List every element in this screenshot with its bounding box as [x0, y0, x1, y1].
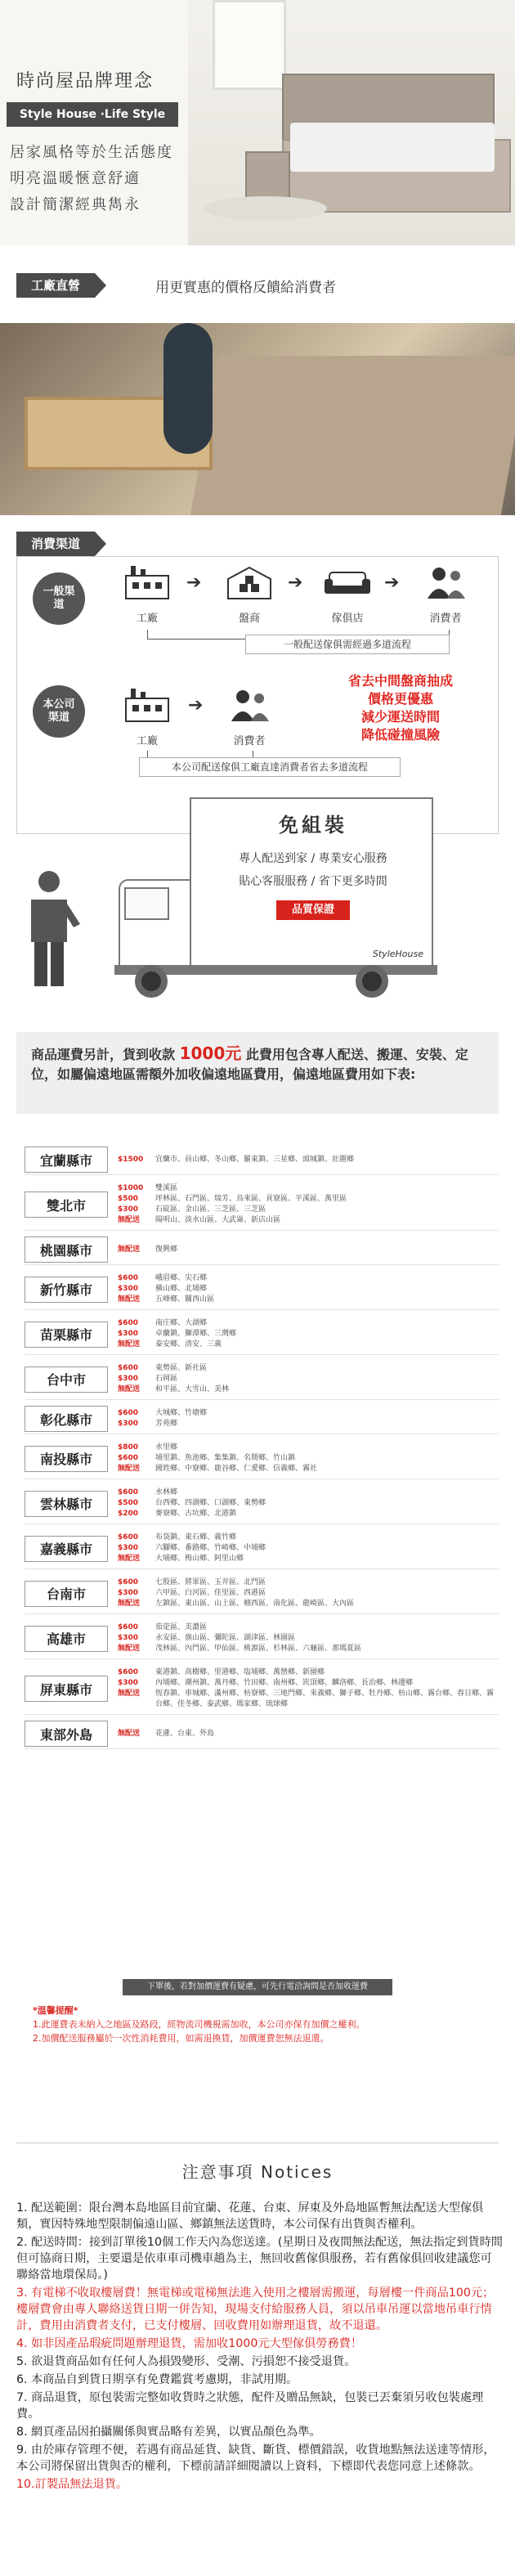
region-block: [25, 1404, 499, 1434]
fee-value: $600: [118, 1488, 139, 1497]
hero-banner: [0, 0, 515, 245]
factory-section-text: 用更實惠的價格反饋給消費者: [155, 280, 336, 296]
region-areas: 東勢區、新社區: [155, 1364, 208, 1372]
row-divider: [25, 1399, 499, 1400]
region-areas: 五峰鄉、關西山區: [155, 1295, 215, 1304]
benefit-item: 減少運送時間: [360, 709, 440, 725]
row-divider: [25, 1613, 499, 1614]
fee-value: 無配送: [118, 1340, 141, 1349]
freight-prefix: 商品運費另計，貨到收款: [31, 1047, 176, 1062]
region-block: [25, 1235, 499, 1264]
fee-value: 無配送: [118, 1729, 141, 1738]
region-areas: 和平區、大雪山、美林: [155, 1385, 230, 1393]
region-areas: 永安區、旗山區、彌陀區、湖津區、林園區: [155, 1634, 296, 1642]
region-block: [25, 1719, 499, 1748]
region-city: 嘉義縣市: [25, 1536, 108, 1562]
benefit-item: 省去中間盤商抽成: [347, 673, 453, 689]
fee-value: $600: [118, 1578, 139, 1586]
region-fee: [118, 1533, 157, 1543]
freight-rest: 此費用包含專人配送、搬運、安裝、定位，如屬偏遠地區需額外加收偏遠地區費用，偏遠地區費用如下表:: [31, 1047, 468, 1082]
consumer-icon: [421, 564, 470, 600]
region-areas: 水林鄉: [155, 1488, 178, 1497]
region-fee: [118, 1340, 157, 1350]
row-divider: [25, 1714, 499, 1715]
warm-title: *溫馨提醒*: [33, 2005, 78, 2016]
general-channel-label: 一般渠道: [43, 585, 75, 611]
factory-icon: [123, 687, 172, 723]
region-areas: 茂林區、內門區、甲仙區、桃源區、杉林區、六龜區、那瑪夏區: [155, 1645, 362, 1653]
hero-line-3: 設計簡潔經典雋永: [10, 196, 141, 213]
region-fee: [118, 1205, 157, 1215]
region-areas: 內埔鄉、潮州鎮、萬丹鄉、竹田鄉、南州鄉、崁頂鄉、麟洛鄉、長治鄉、林邊鄉: [155, 1679, 414, 1687]
region-fee: [118, 1498, 157, 1509]
row-divider: [25, 1174, 499, 1175]
region-areas: 茄萣區、美濃區: [155, 1623, 208, 1631]
row-divider: [25, 1658, 499, 1659]
notice-item: 1. 配送範圍：限台灣本島地區目前宜蘭、花蓮、台東、屏東及外島地區暫無法配送大型傢俱類，實因特殊地型限制偏遠山區、鄉鎮無法送貨時，本公司保有出貨與否權利。: [16, 2201, 484, 2231]
region-areas: 雙溪區: [155, 1184, 178, 1192]
region-city: 彰化縣市: [25, 1406, 108, 1432]
region-city: 宜蘭縣市: [25, 1147, 108, 1173]
region-areas: 麥寮鄉、古坑鄉、北港鎮: [155, 1510, 237, 1518]
fee-value: $600: [118, 1623, 139, 1631]
region-block: [25, 1359, 499, 1399]
fee-value: $600: [118, 1319, 139, 1327]
region-fee: [118, 1577, 157, 1588]
notice-item: 6. 本商品自到貨日期享有免費鑑賞考慮期，非試用期。: [16, 2373, 298, 2386]
our-channel-circle: [33, 685, 85, 738]
our-channel-label: 本公司渠道: [43, 698, 75, 724]
region-fee: [118, 1245, 157, 1255]
hero-title: 時尚屋品牌理念: [16, 71, 154, 92]
region-areas: 六甲區、白河區、佳里區、西港區: [155, 1589, 266, 1597]
truck-line-1: 專人配送到家 / 專業安心服務: [239, 852, 387, 865]
our-node-factory: 工廠: [136, 735, 158, 747]
benefit-list: [327, 672, 474, 744]
fee-value: $300: [118, 1679, 139, 1687]
region-areas: 花蓮、台東、外島: [155, 1729, 215, 1738]
fee-value: $600: [118, 1409, 139, 1417]
warehouse-icon: [225, 564, 274, 600]
rug-image: [204, 196, 327, 221]
notice-item: 8. 網頁產品因拍攝關係與實品略有差異，以實品顏色為準。: [16, 2426, 321, 2439]
notice-item: 3. 有電梯不收取樓層費！無電梯或電梯無法進入使用之樓層需搬運，每層樓一件商品100元；樓層費會由專人聯絡送貨日期一併告知，現場支付給服務人員，須以吊車吊運以當地吊車行情計，費用由消費者支付，已支付樓層、回收費用如辦理退貨，故不退還。: [16, 2287, 495, 2332]
region-block: [25, 1145, 499, 1174]
fee-value: $600: [118, 1274, 139, 1282]
region-areas: 恆春鎮、車城鄉、滿州鄉、枋寮鄉、三地門鄉、來義鄉、獅子鄉、牡丹鄉、枋山鄉、霧台鄉、春日鄉、霧台鄉、佳冬鄉、泰武鄉、瑪家鄉、琉球鄉: [155, 1690, 495, 1708]
region-areas: 陽明山、淡水山區、大武崙、新店山區: [155, 1216, 281, 1224]
fee-value: $500: [118, 1499, 139, 1507]
region-fee: [118, 1408, 157, 1419]
fee-value: $600: [118, 1364, 139, 1372]
region-fee: [118, 1588, 157, 1599]
row-divider: [25, 1568, 499, 1569]
consumer-icon: [225, 687, 274, 723]
region-areas: 東港鎮、高樹鄉、里港鄉、塩埔鄉、萬巒鄉、新園鄉: [155, 1668, 325, 1676]
region-block: [25, 1573, 499, 1613]
region-areas: 左鎮區、東山區、山上區、楠西區、南化區、龍崎區、大內區: [155, 1600, 355, 1608]
fee-value: $600: [118, 1668, 139, 1676]
region-areas: 大城鄉、竹塘鄉: [155, 1409, 208, 1417]
hero-line-1: 居家風格等於生活態度: [10, 144, 173, 161]
region-fee: [118, 1194, 157, 1205]
arrow-right-icon: ➔: [186, 572, 202, 593]
truck-line-2: 貼心客服服務 / 省下更多時間: [239, 875, 387, 888]
truck-title: 免組裝: [279, 814, 347, 837]
freight-amount: 1000元: [179, 1043, 242, 1063]
general-node-wholesaler: 盤商: [238, 613, 260, 625]
region-areas: 橫山鄉、北埔鄉: [155, 1285, 208, 1293]
region-areas: 芳苑鄉: [155, 1420, 178, 1428]
delivery-person-icon: [16, 867, 82, 990]
bed-sheet-image: [290, 123, 495, 172]
warm-reminder: [33, 2004, 490, 2045]
our-node-consumer: 消費者: [233, 735, 266, 747]
notice-item: 9. 由於庫存管理不便，若遇有商品延貨、缺貨、斷貨、標價錯誤，收貨地點無法送達等情形，本公司將保留出貨與否的權利，下標前請詳細閱讀以上資料，下標即代表您同意上述條款。: [16, 2444, 495, 2473]
region-fee: [118, 1667, 157, 1678]
region-areas: 南庄鄉、大湖鄉: [155, 1319, 208, 1327]
notice-item: 7. 商品退貨，原包裝需完整如收貨時之狀態，配件及贈品無缺，包裝已丟棄須另收包裝處理費。: [16, 2391, 484, 2421]
region-areas: 布袋鎮、東石鄉、義竹鄉: [155, 1533, 237, 1542]
region-fee: [118, 1384, 157, 1395]
fee-value: $300: [118, 1589, 139, 1597]
region-fee: [118, 1599, 157, 1609]
region-fee: [118, 1622, 157, 1633]
general-node-store: 傢俱店: [331, 613, 364, 625]
region-block: [25, 1618, 499, 1658]
general-node-consumer: 消費者: [429, 613, 462, 625]
region-fee: [118, 1183, 157, 1194]
fee-value: $300: [118, 1634, 139, 1642]
region-areas: 水里鄉: [155, 1443, 178, 1452]
region-fee: [118, 1509, 157, 1519]
fee-value: $1500: [118, 1155, 144, 1164]
region-fee: [118, 1554, 157, 1564]
warm-item: 2.加價配送服務屬於一次性消耗費用，如需退換貨，加價運費恕無法退還。: [33, 2033, 329, 2044]
region-block: [25, 1314, 499, 1354]
fee-value: $500: [118, 1195, 139, 1203]
notice-item: 10.訂製品無法退貨。: [16, 2478, 128, 2491]
region-fee: [118, 1318, 157, 1329]
truck-cargo-box: [190, 797, 433, 969]
notice-item: 2. 配送時間：接到訂單後10個工作天內為您送達。(星期日及夜間無法配送，無法指定到貨時間但可協商日期，主要還是依車車司機車趟為主，無回收舊傢俱服務，若有舊傢俱回收建議您可聯絡當地環保局。): [16, 2236, 503, 2282]
region-fee: [118, 1273, 157, 1284]
fee-value: 無配送: [118, 1216, 141, 1224]
table-footer: 下單後，若對加價運費有疑慮，可先行電洽詢問是否加收運費: [123, 1979, 392, 1995]
region-areas: 泰安鄉、清安、三義: [155, 1340, 222, 1349]
region-fee: [118, 1329, 157, 1340]
region-fee: [118, 1284, 157, 1295]
region-areas: 復興鄉: [155, 1245, 178, 1254]
region-areas: 埔里鎮、魚池鄉、集集鎮、名間鄉、竹山鎮: [155, 1454, 296, 1462]
region-areas: 國姓鄉、中寮鄉、鹿谷鄉、仁愛鄉、信義鄉、霧社: [155, 1465, 318, 1473]
region-fee: [118, 1374, 157, 1384]
region-fee: [118, 1543, 157, 1554]
fee-value: 無配送: [118, 1600, 141, 1608]
channel-section-tag: 消費渠道: [16, 532, 95, 556]
region-fee: [118, 1689, 157, 1699]
benefit-item: 價格更優惠: [367, 691, 433, 707]
fee-value: $1000: [118, 1184, 144, 1192]
fee-value: $300: [118, 1330, 139, 1338]
freight-notice: [16, 1032, 499, 1114]
region-fee: [118, 1155, 157, 1165]
factory-section-tag: 工廠直營: [16, 273, 95, 298]
workshop-photo: [0, 323, 515, 515]
region-fee: [118, 1633, 157, 1644]
region-city: 雙北市: [25, 1192, 108, 1218]
region-city: 台南市: [25, 1581, 108, 1607]
row-divider: [25, 1309, 499, 1310]
region-city: 苗栗縣市: [25, 1322, 108, 1348]
fee-value: 無配送: [118, 1645, 141, 1653]
general-node-factory: 工廠: [136, 613, 158, 625]
region-fee: [118, 1419, 157, 1429]
warm-item: 1.此運費表未納入之地區及路段，經物流司機視需加收，本公司亦保有加價之權利。: [33, 2019, 365, 2030]
region-block: [25, 1528, 499, 1568]
benefit-item: 降低碰撞風險: [360, 727, 440, 743]
region-areas: 大埔鄉、梅山鄉、阿里山鄉: [155, 1555, 244, 1563]
region-areas: 六腳鄉、番路鄉、竹崎鄉、中埔鄉: [155, 1544, 266, 1552]
region-fee: [118, 1363, 157, 1374]
notice-item: 5. 欲退貨商品如有任何人為損毀變形、受潮、污損恕不接受退貨。: [16, 2355, 356, 2368]
fee-value: $200: [118, 1510, 139, 1518]
leather-image: [190, 356, 515, 515]
region-fee: [118, 1729, 157, 1739]
region-block: [25, 1438, 499, 1479]
truck-brand: StyleHouse: [372, 949, 423, 959]
fee-value: 無配送: [118, 1295, 141, 1304]
truck-wheel: [135, 965, 168, 998]
region-fee: [118, 1443, 157, 1453]
window-image: [213, 0, 286, 90]
arrow-right-icon: ➔: [188, 695, 204, 716]
quality-badge: 品質保證: [276, 900, 350, 920]
region-fee: [118, 1678, 157, 1689]
region-block: [25, 1483, 499, 1524]
region-areas: 石碇區、金山區、三芝區、三芝區: [155, 1205, 266, 1214]
region-block: [25, 1179, 499, 1230]
worker-arm-image: [163, 323, 213, 454]
hero-line-2: 明亮溫暖愜意舒適: [10, 170, 141, 187]
our-note: 本公司配送傢俱工廠直達消費者省去多道流程: [139, 757, 401, 777]
fee-value: $300: [118, 1285, 139, 1293]
region-fee: [118, 1464, 157, 1474]
fee-value: $600: [118, 1454, 139, 1462]
region-areas: 石岡區: [155, 1375, 178, 1383]
notice-list: [16, 2200, 503, 2494]
notice-item: 4. 如非因產品瑕疵問題辦理退貨，需加收1000元大型傢俱勞務費！: [16, 2337, 363, 2350]
arrow-right-icon: ➔: [288, 572, 303, 593]
sofa-icon: [323, 564, 372, 600]
region-city: 雲林縣市: [25, 1491, 108, 1517]
region-city: 台中市: [25, 1367, 108, 1393]
fee-value: $800: [118, 1443, 139, 1452]
region-areas: 坪林區、石門區、瑞芳、烏來區、貢寮區、平溪區、萬里區: [155, 1195, 347, 1203]
fee-value: $300: [118, 1420, 139, 1428]
truck-window: [124, 887, 169, 920]
region-areas: 卓蘭鎮、獅潭鄉、三灣鄉: [155, 1330, 237, 1338]
region-block: [25, 1269, 499, 1309]
fee-value: 無配送: [118, 1465, 141, 1473]
region-fee: [118, 1644, 157, 1654]
fee-value: $600: [118, 1533, 139, 1542]
general-note: 一般配送傢俱需經過多道流程: [245, 635, 450, 654]
general-channel-circle: [33, 572, 85, 625]
region-block: [25, 1663, 499, 1714]
region-fee: [118, 1215, 157, 1226]
hero-tagline: Style House ‧Life Style: [7, 102, 178, 127]
region-city: 高雄市: [25, 1626, 108, 1652]
region-fee: [118, 1295, 157, 1305]
fee-value: $300: [118, 1205, 139, 1214]
region-areas: 台西鄉、四湖鄉、口湖鄉、東勢鄉: [155, 1499, 266, 1507]
region-city: 屏東縣市: [25, 1676, 108, 1702]
fee-value: $300: [118, 1375, 139, 1383]
fee-value: $300: [118, 1544, 139, 1552]
fee-value: 無配送: [118, 1385, 141, 1393]
region-areas: 峨眉鄉、尖石鄉: [155, 1274, 208, 1282]
row-divider: [25, 1230, 499, 1231]
factory-icon: [123, 564, 172, 600]
region-city: 桃園縣市: [25, 1236, 108, 1263]
region-fee: [118, 1453, 157, 1464]
row-divider: [25, 1264, 499, 1265]
region-fee: [118, 1488, 157, 1498]
region-city: 新竹縣市: [25, 1277, 108, 1303]
truck-wheel: [356, 965, 388, 998]
arrow-right-icon: ➔: [384, 572, 400, 593]
fee-value: 無配送: [118, 1555, 141, 1563]
fee-value: 無配送: [118, 1690, 141, 1698]
region-areas: 七股區、將軍區、玉井區、北門區: [155, 1578, 266, 1586]
region-areas: 宜蘭市、員山鄉、冬山鄉、羅東鎮、三星鄉、頭城鎮、壯圍鄉: [155, 1155, 355, 1164]
nightstand-image: [245, 151, 290, 200]
row-divider: [25, 1748, 499, 1749]
fee-value: 無配送: [118, 1245, 141, 1254]
region-city: 南投縣市: [25, 1446, 108, 1472]
region-city: 東部外島: [25, 1721, 108, 1747]
notice-title: 注意事項 Notices: [181, 2162, 334, 2182]
row-divider: [25, 1354, 499, 1355]
